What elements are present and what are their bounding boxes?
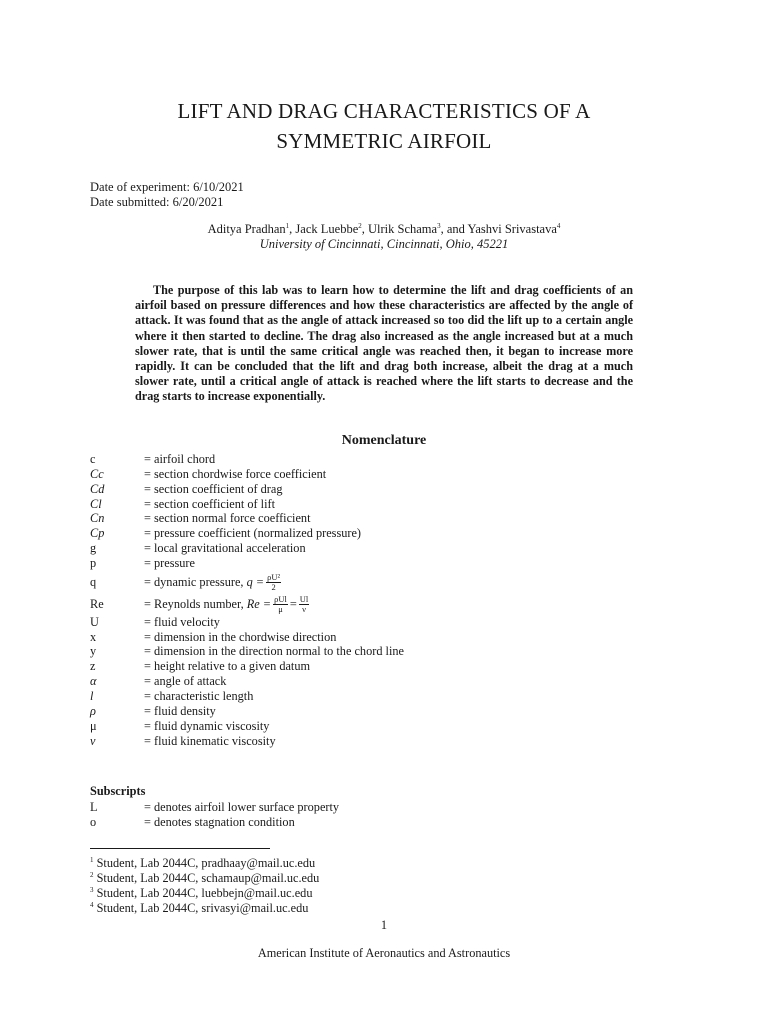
nomen-symbol: U: [90, 614, 99, 629]
nomen-definition: = section chordwise force coefficient: [144, 466, 327, 481]
page-number: 1: [380, 918, 388, 932]
nomen-definition: [144, 571, 283, 593]
nomen-definition: = pressure coefficient (normalized pressure): [144, 526, 362, 541]
nomen-definition: = pressure: [144, 555, 195, 570]
paper-title: [0, 96, 768, 156]
author-2: , Jack Luebbe: [289, 222, 359, 236]
nomen-definition: = height relative to a given datum: [144, 659, 311, 674]
footnote-text: Student, Lab 2044C, schamaup@mail.uc.edu: [93, 871, 320, 885]
title-line-2: SYMMETRIC AIRFOIL: [276, 129, 492, 153]
nomen-definition: = fluid density: [144, 703, 216, 718]
footnote-mark: 1: [90, 855, 94, 864]
nomen-definition: = characteristic length: [144, 688, 254, 703]
footnotes: [90, 856, 319, 916]
nomen-symbol: z: [90, 659, 96, 674]
nomen-symbol: α: [90, 674, 97, 689]
author-4: , and Yashvi Srivastava: [440, 222, 557, 236]
footnote-mark: 3: [90, 885, 94, 894]
title-line-1: LIFT AND DRAG CHARACTERISTICS OF A: [177, 99, 591, 123]
fraction-denominator: ν: [302, 604, 306, 615]
abstract: The purpose of this lab was to learn how to determine the lift and drag coefficients of an airfoil based on pressure differences and how these characteristics are affected by the angle of attack. It was found that as the angle of attack increased so too did the lift up to a certain angle where it then started to decline. The drag also increased as the angle increased but at a much slower rate, that is until the same critical angle was reached then, it began to increase more rapidly. It can be concluded that the lift and drag both increase, albeit the drag at a much slower rate, until a critical angle of attack is reached where the lift starts to decrease and the drag starts to increase exponentially.: [135, 283, 633, 404]
footnote-divider: [90, 848, 270, 849]
equation-lhs: q =: [246, 574, 265, 589]
author-3-mark: 3: [437, 221, 441, 230]
footnote-2: [90, 871, 319, 886]
authors-block: [0, 222, 768, 252]
subscript-definition: = denotes airfoil lower surface property: [144, 800, 340, 814]
footnote-mark: 2: [90, 870, 94, 879]
nomen-definition: = airfoil chord: [144, 452, 216, 466]
footnote-text: Student, Lab 2044C, luebbejn@mail.uc.edu: [93, 886, 313, 900]
nomen-definition: = fluid velocity: [144, 614, 220, 629]
nomen-symbol: x: [90, 629, 97, 644]
footnote-4: [90, 901, 319, 916]
nomen-symbol: p: [90, 555, 97, 570]
footnote-mark: 4: [90, 900, 94, 909]
dates-block: [90, 180, 244, 209]
equation-fraction: [273, 595, 288, 614]
nomen-symbol: μ: [90, 718, 97, 733]
author-list: [0, 222, 768, 237]
nomen-symbol: Cc: [90, 466, 104, 481]
nomen-symbol: Cp: [90, 526, 105, 541]
nomen-symbol: c: [90, 452, 96, 466]
journal-footer: American Institute of Aeronautics and Astronautics: [257, 946, 511, 960]
subscript-symbol: L: [90, 800, 98, 814]
date-of-experiment: Date of experiment: 6/10/2021: [90, 180, 244, 194]
author-4-mark: 4: [556, 221, 561, 230]
nomen-symbol: Cd: [90, 481, 105, 496]
nomen-definition-text: = Reynolds number,: [144, 596, 247, 611]
author-1: Aditya Pradhan: [207, 222, 286, 236]
subscript-definition: = denotes stagnation condition: [144, 814, 295, 829]
nomen-symbol: ν: [90, 733, 96, 748]
nomen-definition: = angle of attack: [144, 674, 227, 689]
subscript-symbol: o: [90, 814, 97, 829]
affiliation: University of Cincinnati, Cincinnati, Ohio, 45221: [259, 237, 509, 251]
equation-lhs: Re =: [246, 596, 272, 611]
fraction-numerator: ρUl: [274, 594, 287, 605]
equation-equals: =: [289, 596, 297, 611]
footnote-3: [90, 886, 319, 901]
fraction-numerator: ρU²: [267, 572, 281, 583]
nomen-symbol: y: [90, 644, 97, 659]
nomen-definition: = section coefficient of lift: [144, 496, 275, 511]
fraction-denominator: 2: [271, 582, 276, 593]
nomen-symbol: ρ: [90, 703, 96, 718]
fraction-denominator: μ: [278, 604, 283, 615]
nomen-definition: = dimension in the direction normal to the chord line: [144, 644, 404, 659]
subscripts-heading: Subscripts: [90, 784, 146, 798]
equation-fraction: [299, 595, 310, 614]
nomen-symbol: g: [90, 541, 97, 556]
author-2-mark: 2: [358, 221, 362, 230]
nomen-definition: = dimension in the chordwise direction: [144, 629, 337, 644]
nomen-definition: = fluid dynamic viscosity: [144, 718, 270, 733]
nomen-definition: = section normal force coefficient: [144, 511, 311, 526]
nomen-definition-text: = dynamic pressure,: [144, 574, 247, 589]
nomen-definition: = section coefficient of drag: [144, 481, 283, 496]
nomen-symbol: Cl: [90, 496, 102, 511]
nomen-symbol: Cn: [90, 511, 105, 526]
nomen-definition: = local gravitational acceleration: [144, 541, 306, 556]
equation-fraction: [266, 573, 281, 592]
footnote-text: Student, Lab 2044C, srivasyi@mail.uc.edu: [93, 901, 309, 915]
fraction-numerator: Ul: [299, 594, 309, 605]
nomen-symbol: q: [90, 574, 97, 589]
author-3: , Ulrik Schama: [361, 222, 438, 236]
nomen-symbol: Re: [90, 596, 104, 611]
author-1-mark: 1: [285, 221, 290, 230]
footnote-1: [90, 856, 319, 871]
date-submitted: Date submitted: 6/20/2021: [90, 194, 224, 209]
footnote-text: Student, Lab 2044C, pradhaay@mail.uc.edu: [93, 856, 316, 870]
nomen-definition: [144, 593, 311, 615]
nomen-definition: = fluid kinematic viscosity: [144, 733, 276, 748]
nomenclature-heading: Nomenclature: [341, 433, 427, 448]
nomen-symbol: l: [90, 688, 94, 703]
